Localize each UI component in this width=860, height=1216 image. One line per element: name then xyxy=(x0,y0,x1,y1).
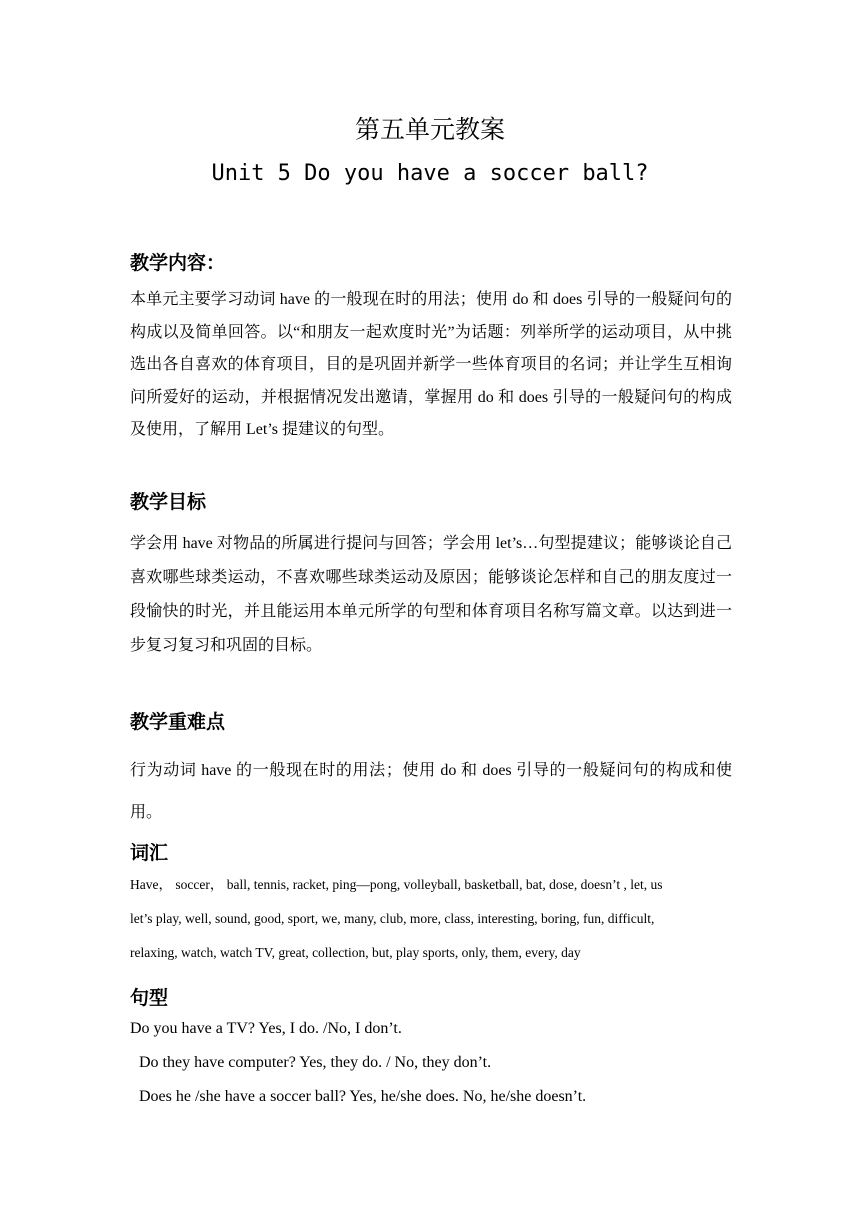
document-title-en: Unit 5 Do you have a soccer ball? xyxy=(211,161,649,186)
vocab-line: let’s play, well, sound, good, sport, we, many, club, more, class, interesting, boring, fun, difficult, xyxy=(130,911,655,926)
heading-teaching-goals: 教学目标 xyxy=(130,491,207,513)
paragraph-key-difficulties: 行为动词 have 的一般现在时的用法；使用 do 和 does 引导的一般疑问句的构成和使用。 xyxy=(130,762,732,821)
vocab-line: relaxing, watch, watch TV, great, collection, but, play sports, only, them, every, day xyxy=(130,945,581,960)
heading-key-difficulties: 教学重难点 xyxy=(130,711,226,733)
vocab-line: Have， soccer， ball, tennis, racket, ping—pong, volleyball, basketball, bat, dose, doesn’t , let, us xyxy=(130,877,663,892)
heading-vocabulary: 词汇 xyxy=(130,842,169,864)
paragraph-teaching-content: 本单元主要学习动词 have 的一般现在时的用法；使用 do 和 does 引导的一般疑问句的构成以及简单回答。以“和朋友一起欢度时光”为话题：列举所学的运动项目，从中挑选出各自喜欢的体育项目，目的是巩固并新学一些体育项目的名词；并让学生互相询问所爱好的运动，并根据情况发出邀请，掌握用 do 和 does 引导的一般疑问句的构成及使用，了解用 Let’s 提建议的句型。 xyxy=(130,291,732,438)
heading-teaching-content: 教学内容： xyxy=(130,252,226,274)
pattern-line: Does he /she have a soccer ball? Yes, he/she does. No, he/she doesn’t. xyxy=(139,1088,587,1105)
pattern-line: Do they have computer? Yes, they do. / No, they don’t. xyxy=(139,1054,492,1071)
heading-sentence-patterns: 句型 xyxy=(130,987,169,1009)
paragraph-teaching-goals: 学会用 have 对物品的所属进行提问与回答；学会用 let’s…句型提建议；能够谈论自己喜欢哪些球类运动，不喜欢哪些球类运动及原因；能够谈论怎样和自己的朋友度过一段愉快的时光，并且能运用本单元所学的句型和体育项目名称写篇文章。以达到进一步复习复习和巩固的目标。 xyxy=(130,535,732,654)
document-title-cn: 第五单元教案 xyxy=(354,115,505,144)
pattern-line: Do you have a TV? Yes, I do. /No, I don’t. xyxy=(130,1020,402,1037)
